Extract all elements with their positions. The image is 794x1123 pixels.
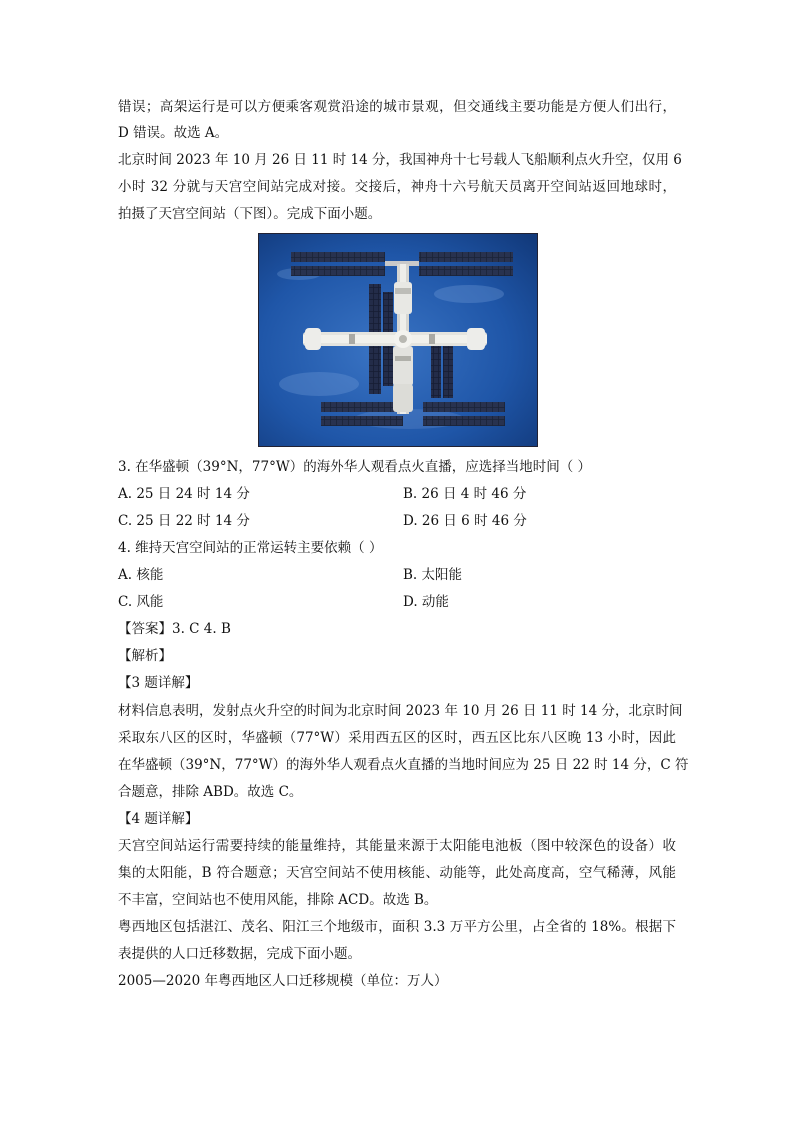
q4-detail-line3: 不丰富，空间站也不使用风能，排除 ACD。故选 B。 bbox=[118, 892, 438, 908]
q4-option-b: B. 太阳能 bbox=[403, 567, 463, 583]
q3-detail-line1: 材料信息表明，发射点火升空的时间为北京时间 2023 年 10 月 26 日 11 时 14 分，北京时间 bbox=[118, 703, 683, 719]
q4-option-a: A. 核能 bbox=[118, 567, 164, 583]
q3-option-d: D. 26 日 6 时 46 分 bbox=[403, 513, 527, 529]
space-station-photo bbox=[258, 233, 538, 447]
next-section-line1: 粤西地区包括湛江、茂名、阳江三个地级市，面积 3.3 万平方公里，占全省的 18%。根据下 bbox=[118, 919, 676, 935]
q3-detail-line3: 在华盛顿（39°N，77°W）的海外华人观看点火直播的当地时间应为 25 日 22 时 14 分，C 符 bbox=[118, 757, 689, 773]
intro-line3: 拍摄了天宫空间站（下图）。完成下面小题。 bbox=[118, 206, 382, 222]
paragraph1-line1: 错误；高架运行是可以方便乘客观赏沿途的城市景观，但交通线主要功能是方便人们出行， bbox=[118, 99, 676, 115]
q3-option-a: A. 25 日 24 时 14 分 bbox=[118, 486, 250, 502]
q3-detail-line2: 采取东八区的区时，华盛顿（77°W）采用西五区的区时，西五区比东八区晚 13 小时，因此 bbox=[118, 730, 676, 746]
q3-detail-line4: 合题意，排除 ABD。故选 C。 bbox=[118, 784, 303, 800]
q4-detail-heading: 【4 题详解】 bbox=[118, 811, 199, 827]
q3-detail-heading: 【3 题详解】 bbox=[118, 675, 199, 691]
next-section-line2: 表提供的人口迁移数据，完成下面小题。 bbox=[118, 946, 361, 962]
q4-detail-line1: 天宫空间站运行需要持续的能量维持，其能量来源于太阳能电池板（图中较深色的设备）收 bbox=[118, 838, 676, 854]
q4-detail-line2: 集的太阳能，B 符合题意；天宫空间站不使用核能、动能等，此处高度高，空气稀薄，风能 bbox=[118, 865, 676, 881]
paragraph1-line2: D 错误。故选 A。 bbox=[118, 125, 229, 141]
q4-option-c: C. 风能 bbox=[118, 594, 164, 610]
q3-stem: 3. 在华盛顿（39°N，77°W）的海外华人观看点火直播，应选择当地时间（ ） bbox=[118, 459, 592, 475]
answer-line: 【答案】3. C 4. B bbox=[118, 621, 231, 637]
table-title: 2005—2020 年粤西地区人口迁移规模（单位：万人） bbox=[118, 973, 448, 989]
q3-option-c: C. 25 日 22 时 14 分 bbox=[118, 513, 250, 529]
intro-line2: 小时 32 分就与天宫空间站完成对接。交接后，神舟十六号航天员离开空间站返回地球时， bbox=[118, 179, 676, 195]
intro-line1: 北京时间 2023 年 10 月 26 日 11 时 14 分，我国神舟十七号载人飞船顺利点火升空，仅用 6 bbox=[118, 152, 682, 168]
q3-option-b: B. 26 日 4 时 46 分 bbox=[403, 486, 527, 502]
analysis-heading: 【解析】 bbox=[118, 648, 172, 664]
q4-option-d: D. 动能 bbox=[403, 594, 449, 610]
q4-stem: 4. 维持天宫空间站的正常运转主要依赖（ ） bbox=[118, 540, 383, 556]
